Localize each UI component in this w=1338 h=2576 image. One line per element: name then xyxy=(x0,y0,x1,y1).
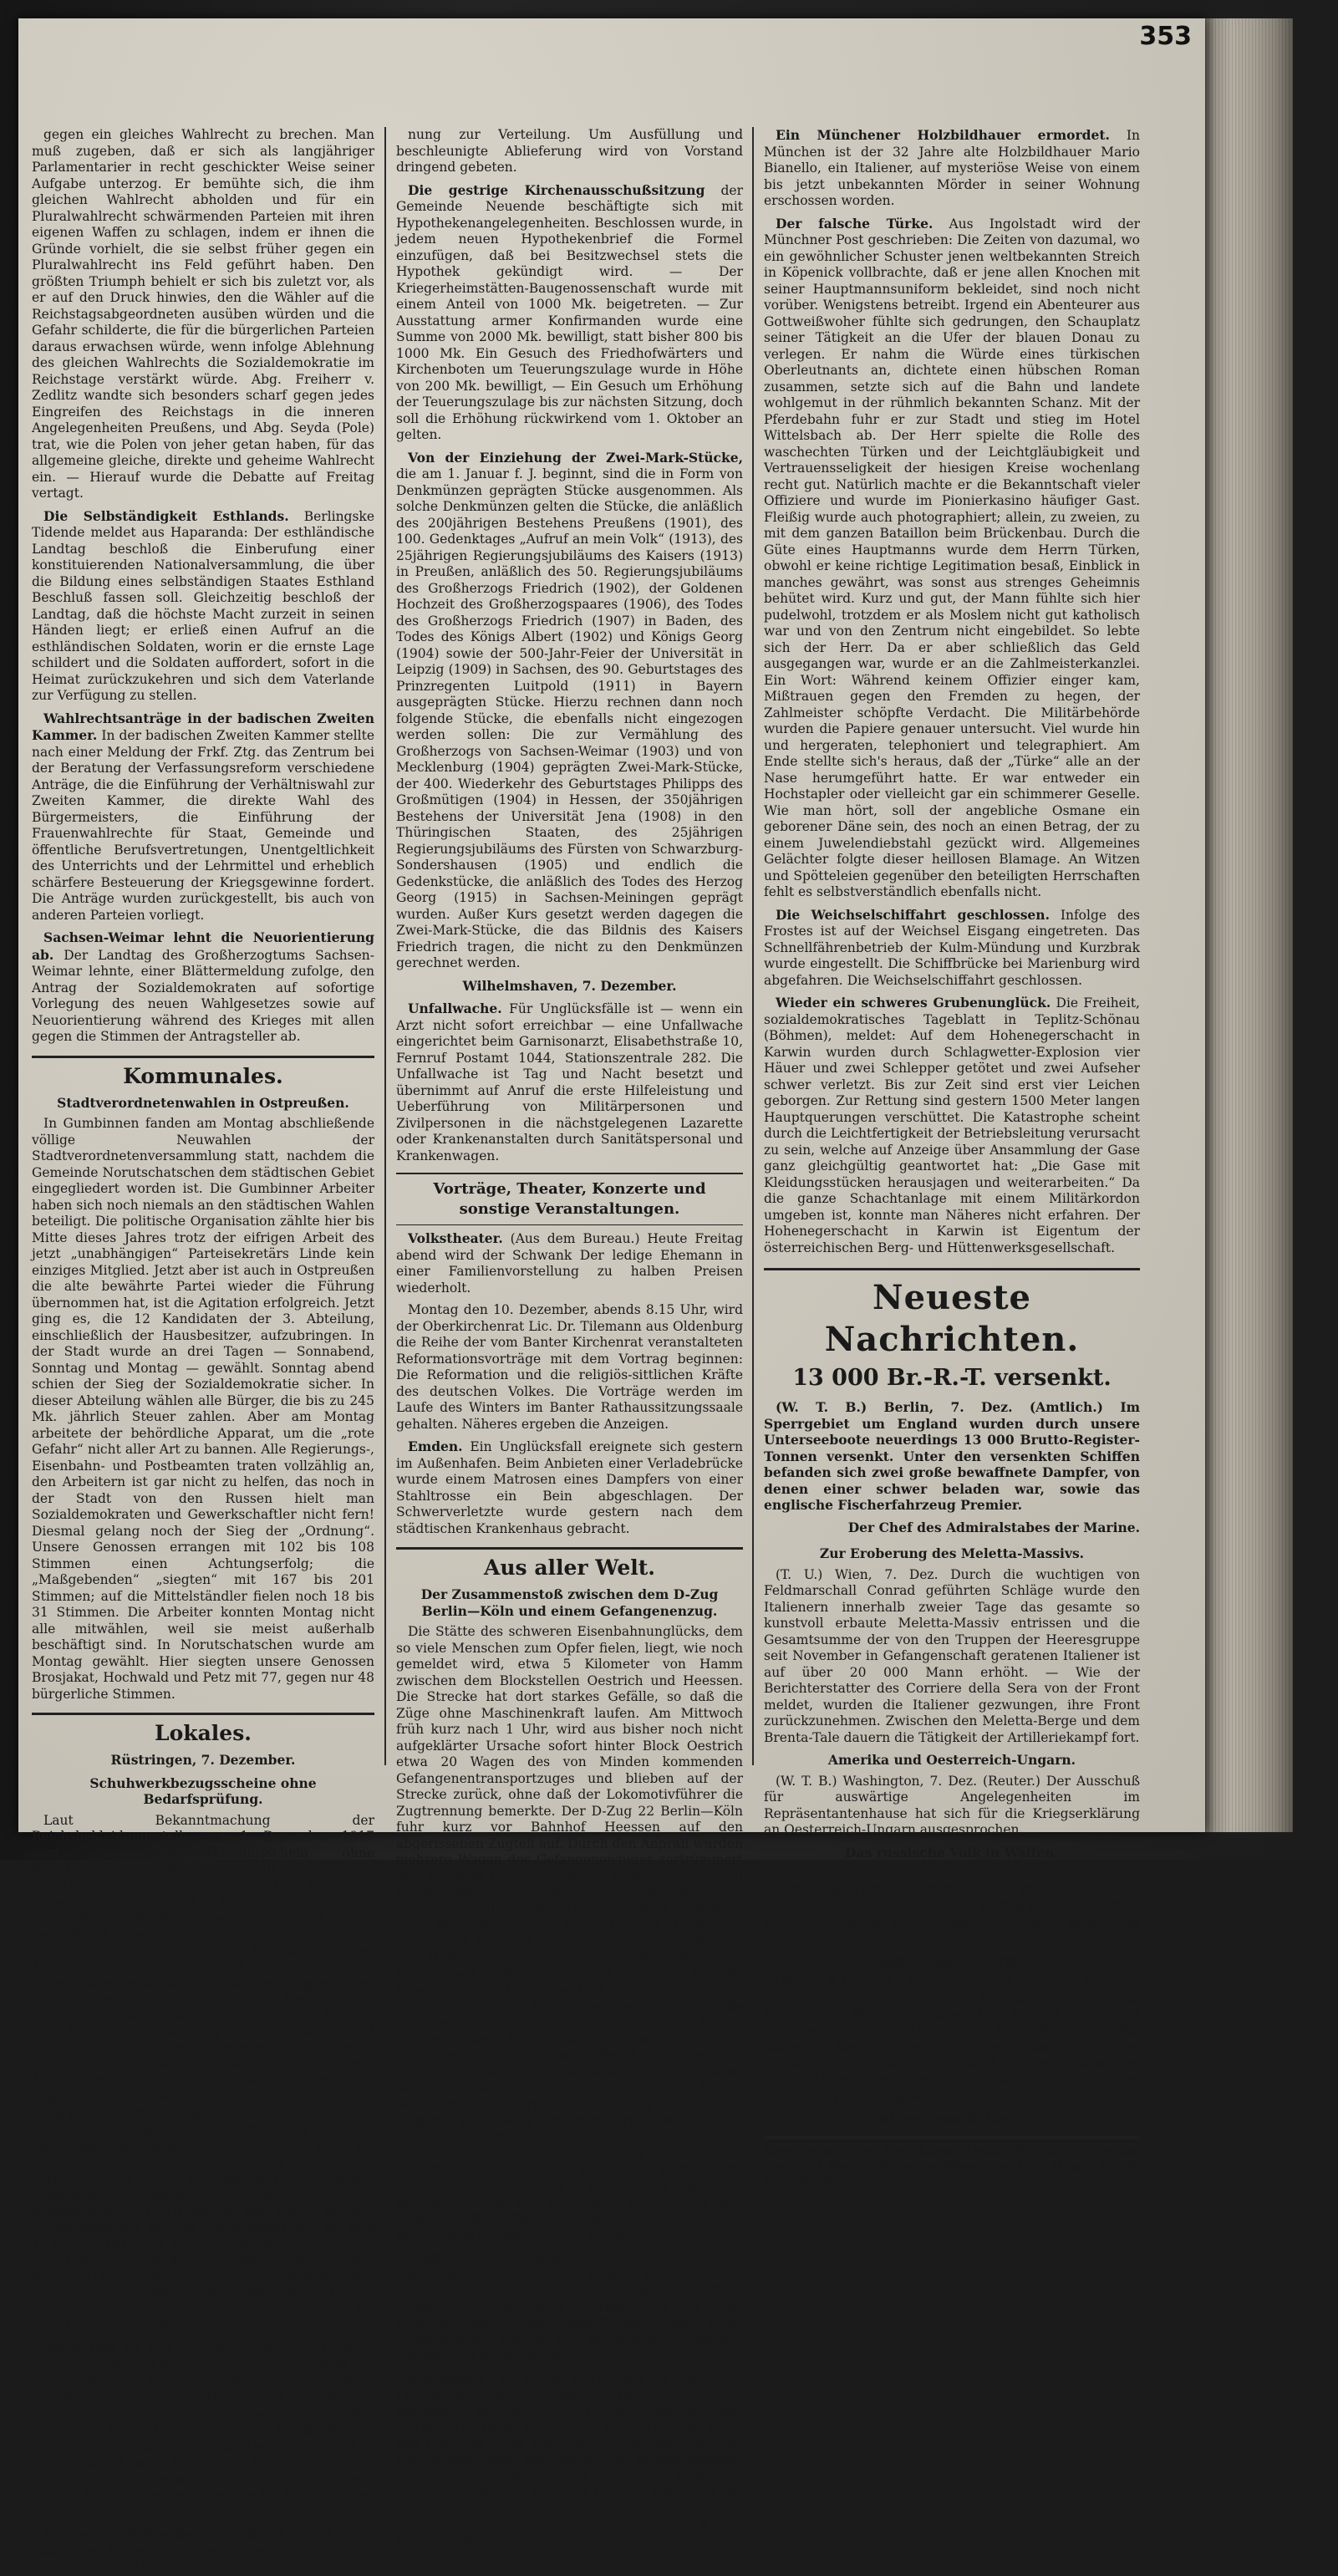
supplement-note: Hierzu eine Beilage. xyxy=(878,2111,1026,2127)
column-left xyxy=(32,127,375,2574)
section-title-neueste-nachrichten: Neueste Nachrichten. xyxy=(764,1268,1140,1361)
column-middle xyxy=(396,127,744,2549)
article-signature: Der Chef des Admiralstabes der Marine. xyxy=(847,1519,1140,1535)
article-paragraph: gegen ein gleiches Wahlrecht zu brechen. Man muß zugeben, daß er sich als langjähriger Parlamentarier in recht geschickter Weise seiner Aufgabe unterzog. Er bemühte sich, die ihm gleichen Wahlrecht abholden und für ein Pluralwahlrecht schwärmenden Parteien mit ihren eigenen Waffen zu schlagen, indem er ihnen die Gründe vorhielt, die sie selbst früher gegen ein Pluralwahlrecht ins Feld geführt haben. Den größten Triumph behielt er sich bis zuletzt vor, als er auf den Druck hinwies, den die Wähler auf die Reichstagsabgeordneten ausüben würden und die Gefahr schilderte, die für die bürgerlichen Parteien daraus erwachsen würde, wenn infolge Ablehnung des gleichen Wahlrechts die Sozialdemokratie im Reichstage verstärkt würde. Abg. Freiherr v. Zedlitz wandte sich besonders scharf gegen jedes Eingreifen des Reichstags in die inneren Angelegenheiten Preußens, und Abg. Seyda (Pole) trat, wie die Polen von jeher getan haben, für das allgemeine gleiche, direkte und geheime Wahlrecht ein. — Hierauf wurde die Debatte auf Freitag vertagt. xyxy=(32,127,374,501)
article-headline: Der Zusammenstoß zwischen dem D-Zug Berlin—Köln und einem Gefangenenzug. xyxy=(420,1586,719,1619)
article-text: Berlingske Tidende meldet aus Haparanda: Der esthländische Landtag beschloß die Einberufung einer konstituierenden Nationalversammlung, die über die Bildung eines selbständigen Staates Esthland Beschluß fassen soll. Gleichzeitig beschloß der Landtag, daß die höchste Macht zurzeit in seinen Händen liegt; er erließ einen Aufruf an die esthländischen Soldaten, worin er die ernste Lage schildert und die Soldaten auffordert, sofort in die Heimat zurückzukehren und sich dem Vaterlande zur Verfügung zu stellen. xyxy=(32,508,374,703)
article-weimar xyxy=(32,929,374,1046)
article-text: Montag den 10. Dezember, abends 8.15 Uhr, wird der Oberkirchenrat Lic. Dr. Tilemann aus Oldenburg die Reihe der vom Banter Kirchenrat veranstalteten Reformationsvorträge mit dem Vortrag beginnen: Die Reformation und die religiös-sittlichen Kräfte des deutschen Volkes. Die Vorträge werden im Laufe des Winters im Banter Rathaussitzungssaale gehalten. Näheres ergeben die Anzeigen. xyxy=(396,1302,743,1432)
article-text: (W. T. B.) Berlin, 7. Dez. (Amtlich.) Im Sperrgebiet um England wurden durch unsere Unterseeboote neuerdings 13 000 Brutto-Register-Tonnen versenkt. Unter den versenkten Schiffen befanden sich zwei große bewaffnete Dampfer, von denen einer schwer beladen war, sowie das englische Fischerfahrzeug Premier. xyxy=(764,1399,1140,1513)
article-headline: Holland und Amerika. xyxy=(872,1952,1032,1969)
article-text: Der Landtag des Großherzogtums Sachsen-Weimar lehnte, einer Blättermeldung zufolge, den Antrag der Sozialdemokraten auf sofortige Vorlegung des neuen Wahlgesetzes sowie auf Neuorientierung während des Krieges mit allen gegen die Stimmen der Antragsteller ab. xyxy=(32,947,374,1044)
article-text: Für Unglücksfälle ist — wenn ein Arzt nicht sofort erreichbar — eine Unfallwache eingerichtet beim Garnisonarzt, Elisabethstraße 10, Fernruf Postamt 1044, Stationszentrale 282. Die Unfallwache ist Tag und Nacht besetzt und übernimmt auf Anruf die erste Hilfeleistung und Ueberführung von Militärpersonen und Zivilpersonen in die nächstgelegenen Lazarette oder Krankenanstalten durch Sanitätspersonal und Krankenwagen. xyxy=(396,1001,743,1163)
article-headline: 13 000 Br.-R.-T. versenkt. xyxy=(792,1365,1112,1391)
article-headline: Stadtverordnetenwahlen in Ostpreußen. xyxy=(57,1094,349,1111)
article-volkstheater xyxy=(396,1230,743,1296)
article-raubmord xyxy=(396,2370,743,2551)
article-headline: Unfallwache. xyxy=(408,1000,502,1016)
article-text: der Gemeinde Neuende beschäftigte sich mit Hypothekenangelegenheiten. Beschlossen wurde, in jedem neuen Hypothekenbrief die Formel einzufügen, daß bei Besitzwechsel stets die Hypothek gekündigt wird. — Der Kriegerheimstätten-Baugenossenschaft wurde mit einem Anteil von 1000 Mk. beigetreten. — Zur Ausstattung armer Konfirmanden wurde eine Summe von 2000 Mk. bewilligt, statt bisher 800 bis 1000 Mk. Ein Gesuch des Friedhofwärters und Kirchenboten um Teuerungszulage wurde in Höhe von 200 Mk. bewilligt, — Ein Gesuch um Erhöhung der Teuerungszulage bis zur nächsten Sitzung, doch soll die Erhöhung rückwirkend vom 1. Oktober an gelten. xyxy=(396,182,743,442)
article-headline: Ein Münchener Holzbildhauer ermordet. xyxy=(776,127,1110,143)
article-kirchen xyxy=(396,182,743,444)
article-holzbildhauer xyxy=(764,127,1140,210)
article-emden xyxy=(396,1438,743,1537)
article-text: (T. U.) Wien, 7. Dez. Durch die wuchtigen von Feldmarschall Conrad geführten Schläge wurde den Italienern innerhalb zweier Tage das gesamte so kunstvoll erbaute Meletta-Massiv entrissen und die Gesamtsumme der von den Truppen der Heeresgruppe seit November in Gefangenschaft geratenen Italiener ist auf über 20 000 Mann erhöht. — Wie der Berichterstatter des Corriere della Sera von der Front meldet, wurden die Italiener gezwungen, ihre Front zurückzunehmen. Zwischen den Meletta-Berge und dem Brenta-Tale dauern die Tätigkeit der Artilleriekampf fort. xyxy=(764,1566,1140,1745)
article-text: ist den Frosttagen gefolgt. Gestern gegen Abend stieg die Temperatur, so daß bald der Frost gebrochen war. Infolgedessen ist man durch den Schnee zwar geschritten, es ist aber besser, jetzt auch gute Stiefel drinnen und besohlen geworden, als die Menschen auf die Straße gingen. Es sind viele obdachlose nicht Durchgang fand in mit Sohlenschonern bewehrten Kriegsstiefeln. Die Herrschaft des Vorwinters ist dadurch gebrochen, als die Leute, eine Tatsache, die im Interesse der Kohlenversorgung erfreulich ist. xyxy=(32,2340,375,2519)
article-headline: Schuhwerkbezugsscheine ohne Bedarfsprüfung. xyxy=(89,1774,317,1807)
article-text: Die hiesige Zahlstelle bringt im Heute dieser Woche die Stimmzettel zur Urabstimmung. xyxy=(32,2527,374,2574)
book-binding-edge xyxy=(1205,18,1293,1832)
section-title-lokales: Lokales. xyxy=(32,1713,374,1747)
imprint: Verantwortlicher Redakteur: Oskar Hünlich. — Verlag von Paul Hug. — Rotationsdruck von Paul Hug & Co. in Rüstringen. xyxy=(764,2136,1140,2189)
section-title-kommunales: Kommunales. xyxy=(32,1056,374,1090)
article-headline: Der falsche Türke. xyxy=(776,215,934,232)
article-text: In Gumbinnen fanden am Montag abschließende völlige Neuwahlen der Stadtverordnetenversammlung statt, nachdem die Gemeinde Norutschatschen dem städtischen Gebiet eingegliedert worden ist. Die Gumbinner Arbeiter haben sich noch niemals an den städtischen Wahlen beteiligt. Die politische Organisation zählte hier bis Mitte dieses Jahres trotz der eifrigen Arbeit des jetzt „unabhängigen“ Parteisekretärs Linde kein einziges Mitglied. Jetzt aber ist auch in Ostpreußen die alte bewährte Partei wieder die Führung übernommen hat, ist die Agitation erfolgreich. Jetzt ging es, die 12 Kandidaten der 3. Abteilung, einschließlich der Hausbesitzer, aufzubringen. In der Stadt wurde an drei Tagen — Sonnabend, Sonntag und Montag — gewählt. Sonntag abend schien der Sieg der Sozialdemokratie sicher. In dieser Abteilung wählen alle Bürger, die bis zu 245 Mk. jährlich Steuer zahlen. Aber am Montag arbeitete der behördliche Apparat, um die „rote Gefahr“ nicht aller Art zu bannen. Alle Regierungs-, Eisenbahn- und Postbeamten traten vollzählig an, den Arbeitern ist gar nicht zu helfen, das noch in der Stadt von den Russen hielt man Sozialdemokraten und Gewerkschaftler nicht fern! Diesmal gelang noch der Sieg der „Ordnung“. Unsere Genossen errangen mit 102 bis 108 Stimmen einen Achtungserfolg; die „Maßgebenden“ „siegten“ mit 167 bis 201 Stimmen; auf die Mittelständler fielen noch 18 bis 31 Stimmen. Die Arbeiter konnten Montag nicht alle mitwählen, weil sie meist außerhalb beschäftigt sind. In Norutschatschen wurde am Montag gewählt. Hier siegten unsere Genossen Brosjakat, Hochwald und Petz mit 77, gegen nur 48 bürgerliche Stimmen. xyxy=(32,1116,374,1702)
article-einbrecher xyxy=(396,2249,743,2365)
article-gruben xyxy=(764,995,1140,1256)
article-weichsel xyxy=(764,907,1140,990)
article-unfallwache xyxy=(396,1000,743,1164)
article-headline: Von der Einziehung der Zwei-Mark-Stücke, xyxy=(408,449,743,466)
article-headline: Deutscher Holzarbeiter-Verband. xyxy=(43,2526,288,2542)
article-headline: Die gestrige Kirchenausschußsitzung xyxy=(408,181,705,198)
article-baden xyxy=(32,710,374,924)
article-headline: Wieder ein schweres Grubenunglück. xyxy=(776,995,1051,1011)
article-text: In Jülich wurde die in den 50er Jahren stehende Frau Robert Nix in Niedermerz ermordet. In ihrem Hause war eingebrochen worden. Die Diebe wurden die Frau erwachte, hatte das Gebäude offen gefunden, trafen die Frau, die schlief, und durch die Schreien zu beschwichtigen. Diese trugen Waffen bei sich. Man hörte auch zwei Schüsse fallen. Am anderen Morgen fand man die Frau erschossen am Fenster des Schlafzimmers vor, von einem der abgegebenen Schüsse durch den Kopf getroffen. xyxy=(396,2370,743,2549)
article-headline: Emden. xyxy=(408,1438,463,1454)
article-headline: Sachsen-Weimar lehnt die Neuorientierung ab. xyxy=(32,929,374,963)
newspaper-page xyxy=(18,18,1205,2574)
article-tuerke xyxy=(764,216,1140,901)
article-text: In der badischen Zweiten Kammer stellte nach einer Meldung der Frkf. Ztg. das Zentrum bei der Beratung der Verfassungsreform verschiedene Anträge, die die Einführung der Verhältniswahl zur Zweiten Kammer, die direkte Wahl des Bürgermeisters, die Einführung der Frauenwahlrechte für Staat, Gemeinde und öffentliche Berufsvertretungen, Unentgeltlichkeit des Unterrichts und der Lehrmittel und erheblich schärfere Besteuerung der Kriegsgewinne fordert. Die Anträge wurden zurückgestellt, bis auch von anderen Parteien vorliegt. xyxy=(32,728,374,923)
article-text: Laut Bekanntmachung der Reichsbekleidungsstelle vom 1. Dezember 1917 darf ein Schuhwerkbezugsschein ohne Bedarfsprüfung nur dann ausgestellt werden, wenn der Antragsteller bei der Annahmestelle zwei nach Verwendungszweck (d. h. für Erwachsene einerseits oder für Kinder anderseits) gleichartigen Paar Schuhen und Stiefeln mit Lederunterboden erteilt werden, falls es nach Entscheidung der Annahmestelle wirklich so ist, daß daran nicht mehr ohne erhebliche Instandsetzungsarbeiten zum Straßengebrauch sich eignen. Besohlen gilt nicht als erhebliche Instandsetzungsarbeit. An Stoff oder Leder zur Herstellung von Schuhwaren wird bis zur Höhe des eifrigen Musters zur Erlangung von Luxusschuhwaren werden von den Annahmestellen nicht ausgestellt. Erteilte alte Abgabebescheinigungen für Schuhwaren werden noch bis Ende dieses Jahres in Bezugsschein D für Schuhwaren eingelöst. Die Bestimmung, daß der jetzt gültige Bezugsschein D bleiben nur noch bis Ende Februar 1918 gültig. Auch für Schuhwaren wird in Bezugsschein gegen Abgabebescheinigungen nur der gewöhnliche Bezugsschein AII, BII erteilt, der nur 2 Monate Gültigkeitsdauer hat. Die Bestimmung, daß bis zum 1. August 1918 nur zwei Stücke desselben Art an Oberkleidung, Unterkleidung, Männerpfalzwäsche, Bett-, Haus- und Tischwäsche gegen eine Abgabebescheinigung für dieselbe Person ausgegeben werden dürfen, bleibt nur für Oberkleidung erhalten. xyxy=(32,1812,374,2333)
article-headline: Volkstheater. xyxy=(408,1230,503,1246)
column-divider xyxy=(384,127,386,1765)
article-text: nung zur Verteilung. Um Ausfüllung und beschleunigte Ablieferung wird von Vorstand dringend gebeten. xyxy=(396,127,743,175)
article-text: Ein Unglücksfall ereignete sich gestern im Außenhafen. Beim Anbieten einer Verladebrücke wurde einem Matrosen eines Dampfers von einer Stahltrosse ein Bein abgeschlagen. Der Schwerverletzte wurde gestern nach dem städtischen Krankenhaus gebracht. xyxy=(396,1439,743,1536)
article-text: Die Stätte des schweren Eisenbahnunglücks, dem so viele Menschen zum Opfer fielen, liegt, wie noch gemeldet wird, etwa 5 Kilometer von Hamm zwischen dem Blockstellen Oestrich und Heessen. Die Strecke hat dort starkes Gefälle, so daß die Züge ohne Maschinenkraft laufen. Am Mittwoch früh kurz nach 1 Uhr, wird aus bisher noch nicht aufgeklärter Ursache sofort hinter Block Oestrich etwa 20 Wagen des von Minden kommenden Gefangenentransportzuges und blieben auf der Strecke zurück, ohne daß der Lokomotivführer die Zugtrennung bemerkte. Der D-Zug 22 Berlin—Köln fuhr kurz vor Bahnhof Heessen auf den abgerissenen Zugteil auf. Durch den Anprall wurden mehrere Wagen des Gefangenenzuges zertrümmert und aus dem Gleise geworfen, so daß sie zum Teil auf dem Nebengleis standen. Die D-Zug-Lokomotive wurde ebenfalls aus dem Gleise gehoben, so daß sie quer über den beiden Gleisen stand. In diesem Augenblick fuhr auf demselben Gleis ein Güterzug von Hamm (also aus entgegengesetzter Richtung) heran und fuhr mit voller Gewalt in die Wagentrümmer hinein. — Mehrere Wagen wurden wie Kartenhäuser ineinander gedrückt und die Lokomotive des Güterzuges fuhr sie hinweg, bis sie auf die schwere D-Zug-Lokomotive aufprallte. Auch der Güterzug erlitt schwere Beschädigungen, der Packwagen türmte sich auf einen anderen Wagen auf, ein Wagen wurde den hohen Damm hinuntergeschleudert. Von dem D-Zug wurden zwei Wagen vollständig zertrümmert, einer stark beschädigt, sämtliche Insassen konnten den Zug verlassen. Kurze Zeit, nachdem der Zug geräumt war, fing der Packwagen Feuer. Der herrschende Wind trieb die Flammen in die übrigen Wagen, so daß der D-Zug mit Ausnahme des letzten vier Wagen vollständig verbrannte. Die Zeit der geborgenen Gerippe blieben übrig. xyxy=(396,1624,743,2243)
article-text: (W. T. B.) Washington, 7. Dez. (Reuter.) Der Ausschuß für auswärtige Angelegenheiten im Repräsentantenhause hat sich für die Kriegserklärung an Oesterreich-Ungarn ausgesprochen. xyxy=(764,1773,1140,1837)
column-right xyxy=(764,127,1140,2188)
article-text: Aus Ingolstadt wird der Münchner Post geschrieben: Die Zeiten von dazumal, wo ein gewöhnlicher Schuster jenen weltbekannten Streich in Köpenick vollbrachte, daß er jene allen Knochen mit seiner Hauptmannsuniform bekleidet, sind noch nicht vorüber. Wenigstens betreibt. Irgend ein Abenteurer aus Gottweißwoher fühlte sich gedrungen, den Schauplatz seiner Tätigkeit an die Ufer der blauen Donau zu verlegen. Er nahm die Würde eines türkischen Oberleutnants an, dichtete einen hübschen Roman zusammen, setzte sich auf die Bahn und landete wohlgemut in der rühmlich bekannten Schanz. Mit der Pferdebahn fuhr er zur Stadt und stieg im Hotel Wittelsbach ab. Der Herr spielte die Rolle des waschechten Türken und der Leichtgläubigkeit und Vertrauensseligkeit der hiesigen Kreise wochenlang recht gut. Natürlich machte er die Bekanntschaft vieler Offiziere und wurde im Pionierkasino häufiger Gast. Fleißig wurde auch photographiert; allein, zu zweien, zu mit dem ganzen Bataillon beim Brückenbau. Durch die Güte eines Hauptmanns wurde dem Herrn Türken, obwohl er keine richtige Legitimation besaß, Einblick in manches gewährt, was sonst aus strenges Geheimnis behütet wird. Kurz und gut, der Mann fühlte sich hier pudelwohl, trotzdem er als Moslem nicht gut katholisch war und von den Zentrum nicht eingebildet. So lebte sich der Herr. Da er aber schließlich das Geld ausgegangen war, wurde er an die Zahlmeisterkanzlei. Ein Wort: Während keinem Offizier einger kam, Mißtrauen gegen den Fremden zu hegen, der Zahlmeister schöpfte Verdacht. Die Militärbehörde wurden die Papiere genauer untersucht. Viel wurde hin und hergeraten, telephoniert und telegraphiert. Am Ende stellte sich's heraus, daß der „Türke“ alle an der Nase herumgeführt hatte. Er war entweder ein Hochstapler oder vielleicht gar ein schimmerer Geselle. Wie man hört, soll der angebliche Osmane ein geborener Däne sein, des noch an einen Betrag, der zu einem Juwelendiebstahl gezückt wird. Allgemeines Gelächter folgte dieser heillosen Blamage. An Witzen und Spötteleien gegenüber den beteiligten Herrschaften fehlt es selbstverständlich ebenfalls nicht. xyxy=(764,216,1140,899)
article-headline: Die Selbständigkeit Esthlands. xyxy=(43,507,289,524)
article-text: In München ist der 32 Jahre alte Holzbildhauer Mario Bianello, ein Italiener, auf mysteriöse Weise von einem bis jetzt unbekannten Mörder in seiner Wohnung erschossen worden. xyxy=(764,128,1140,208)
article-headline: Das russische Volk in Waffen. xyxy=(845,1844,1059,1861)
column-divider xyxy=(752,127,754,1765)
article-text: die am 1. Januar f. J. beginnt, sind die in Form von Denkmünzen geprägten Stücke ausgenommen. Als solche Denkmünzen gelten die Stücke, die anläßlich des 200jährigen Bestehens Preußens (1901), des 100. Gedenktages „Aufruf an mein Volk“ (1913), des 25jährigen Regierungsjubiläums des Kaisers (1913) in Preußen, anläßlich des 50. Regierungsjubiläums des Großherzogs Friedrich (1902), der Goldenen Hochzeit des Großherzogspaares (1906), des Todes des Großherzogs Friedrich (1907) in Baden, des Todes des Königs Albert (1902) und Königs Georg (1904) sowie der 500-Jahr-Feier der Universität in Leipzig (1909) in Sachsen, des 90. Geburtstages des Prinzregenten Luitpold (1911) in Bayern ausgeprägten Stücke. Hierzu rechnen dann noch folgende Stücke, die ebenfalls nicht eingezogen werden sollen: Die zur Vermählung des Großherzogs von Sachsen-Weimar (1903) und von Mecklenburg (1904) geprägten Zwei-Mark-Stücke, der 400. Wiederkehr des Geburtstages Philipps des Großmütigen (1904) in Hessen, der 350jährigen Bestehens der Universität Jena (1908) in den Thüringischen Staaten, des 25jährigen Regierungsjubiläums des Fürsten von Schwarzburg-Sondershausen (1905) und endlich die Gedenkstücke, die anläßlich des Todes des Herzog Georg (1915) in Sachsen-Meiningen geprägt wurden. Außer Kurs gesetzt werden dagegen die Zwei-Mark-Stücke, die das Bildnis des Kaisers Friedrich tragen, die nicht zu den Denkmünzen gerechnet werden. xyxy=(396,466,743,970)
article-headline: Amerika und Oesterreich-Ungarn. xyxy=(827,1752,1076,1768)
article-estland xyxy=(32,508,374,705)
article-text: Infolge des Frostes ist auf der Weichsel Eisgang eingetreten. Das Schnellfährenbetrieb der Kulm-Mündung und Kurzbrak wurde eingestellt. Die Schiffbrücke bei Marienburg wird abgefahren. Die Weichselschiffahrt geschlossen. xyxy=(764,907,1140,988)
article-tauwetter xyxy=(32,2340,374,2521)
article-headline: Wahlrechtsanträge in der badischen Zweiten Kammer. xyxy=(32,710,374,743)
article-zweimark xyxy=(396,450,743,972)
article-headline: Einbrecher erschossen. xyxy=(408,2249,579,2265)
page-number: 353 xyxy=(1139,22,1192,51)
article-text: In Essen sollte in einem Hause der Kurze Straße vor einigen Tagen aus dem Polizeigefängnis entsprungene Schlosser Alfred Schulze festgenommen werden. Da er den Kriminalbeamten tätlich angriff, gab dieser einen Revolverschuß auf ihn ab, der sofortigen Tod des Einbrechers herbeiführte. xyxy=(396,2250,743,2363)
article-text: (W. T. B.) Haag, 7. Dez. In der zweiten Kammer erklärte der Minister des Aeußeren u. a.: Die holländische Regierung ist peinlich davon berührt, daß in amerikanischen Häfen 70 holländische Schiffe unbenutzt liegen müssen, weil die Vereinigten Staaten Bunkerkohlen verweigern. Holland sei bereits Neutralen schon Hemmungen begegnet, Holland sei dagegen bereits empfindlich geworden. xyxy=(764,1974,1140,2104)
section-title-vortraege: Vorträge, Theater, Konzerte und sonstige Veranstaltungen. xyxy=(396,1173,743,1225)
article-text: Die Freiheit, sozialdemokratisches Tageblatt in Teplitz-Schönau (Böhmen), meldet: Auf dem Hohenegerschacht in Karwin wurden durch Schlagwetter-Explosion vier Häuer und zwei Schlepper getötet und zwei Aufseher schwer verletzt. Bis zur Zeit sind erst vier Leichen geborgen. Zur Rettung sind gestern 1500 Meter langen Hauptquerungen verschüttet. Die Katastrophe scheint durch die Leichtfertigkeit der Betriebsleitung verursacht zu sein, welche auf Anzeige über Ansammlung der Gase ganz gleichgültig geantwortet hat: „Die Gase mit Kleidungsstücken herausjagen und weiterarbeiten.“ Da die ganze Schachtanlage mit einem Militärkordon umgeben ist, konnte man Näheres nicht erfahren. Der Hohenegerschacht in Karwin ist Eigentum der österreichischen Berg- und Hüttenwerksgesellschaft. xyxy=(764,995,1140,1255)
article-holzarbeiter xyxy=(32,2526,374,2576)
dateline: Wilhelmshaven, 7. Dezember. xyxy=(462,977,677,994)
article-text: (W. T. B.) Amsterdam, 7. Dez. Reuter meldet aus Petersburg: Trotzky kündigte an, daß die von der Front zurückkehrenden Soldaten ihre Waffen behalten dürften zur Verteidigung ihrer Klasseninteressen gegen die Bourgeoisie. xyxy=(764,1866,1140,1946)
article-headline: Die Weichselschiffahrt geschlossen. xyxy=(776,906,1050,923)
section-title-aus-aller-welt: Aus aller Welt. xyxy=(396,1547,743,1581)
article-headline: Tauwetter xyxy=(43,2339,116,2356)
dateline: Rüstringen, 7. Dezember. xyxy=(110,1752,296,1768)
article-headline: Zur Eroberung des Meletta-Massivs. xyxy=(819,1545,1085,1561)
article-text: (Aus dem Bureau.) Heute Freitag abend wird der Schwank Der ledige Ehemann in einer Familienvorstellung zu halben Preisen wiederholt. xyxy=(396,1231,744,1296)
article-headline: Raubmord. xyxy=(408,2370,489,2386)
